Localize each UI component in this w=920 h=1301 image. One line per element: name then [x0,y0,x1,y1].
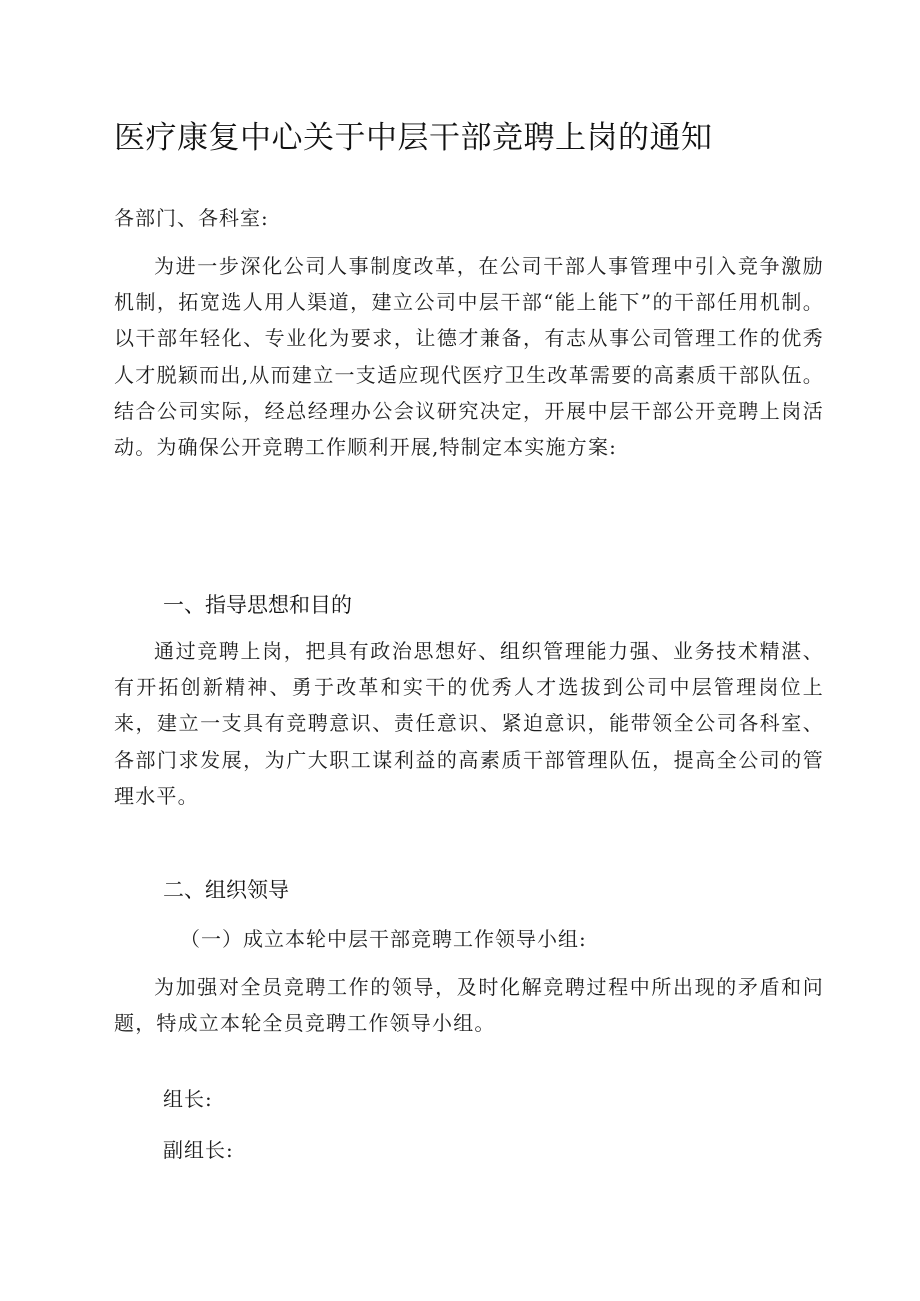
section-paragraph-guiding-principles: 通过竞聘上岗，把具有政治思想好、组织管理能力强、业务技术精湛、有开拓创新精神、勇于改革和实干的优秀人才选拔到公司中层管理岗位上来，建立一支具有竞聘意识、责任意识、紧迫意识，能带领全公司各科室、各部门求发展，为广大职工谋利益的高素质干部管理队伍，提高全公司的管理水平。 [114,639,824,808]
section-heading-organization: 二、组织领导 [163,878,289,902]
intro-paragraph: 为进一步深化公司人事制度改革，在公司干部人事管理中引入竞争激励机制，拓宽选人用人渠道，建立公司中层干部“能上能下”的干部任用机制。以干部年轻化、专业化为要求，让德才兼备，有志从事公司管理工作的优秀人才脱颖而出,从而建立一支适应现代医疗卫生改革需要的高素质干部队伍。结合公司实际，经总经理办公会议研究决定，开展中层干部公开竞聘上岗活动。为确保公开竞聘工作顺利开展,特制定本实施方案: [114,254,824,460]
section-heading-guiding-principles: 一、指导思想和目的 [163,593,352,617]
section-paragraph-leading-group: 为加强对全员竞聘工作的领导，及时化解竞聘过程中所出现的矛盾和问题，特成立本轮全员竞聘工作领导小组。 [114,975,824,1036]
subsection-heading-leading-group: （一）成立本轮中层干部竞聘工作领导小组: [180,927,587,951]
group-leader-label: 组长: [163,1087,213,1111]
deputy-group-leader-label: 副组长: [163,1138,234,1162]
document-title: 医疗康复中心关于中层干部竞聘上岗的通知 [114,120,713,156]
greeting: 各部门、各科室: [114,206,269,230]
